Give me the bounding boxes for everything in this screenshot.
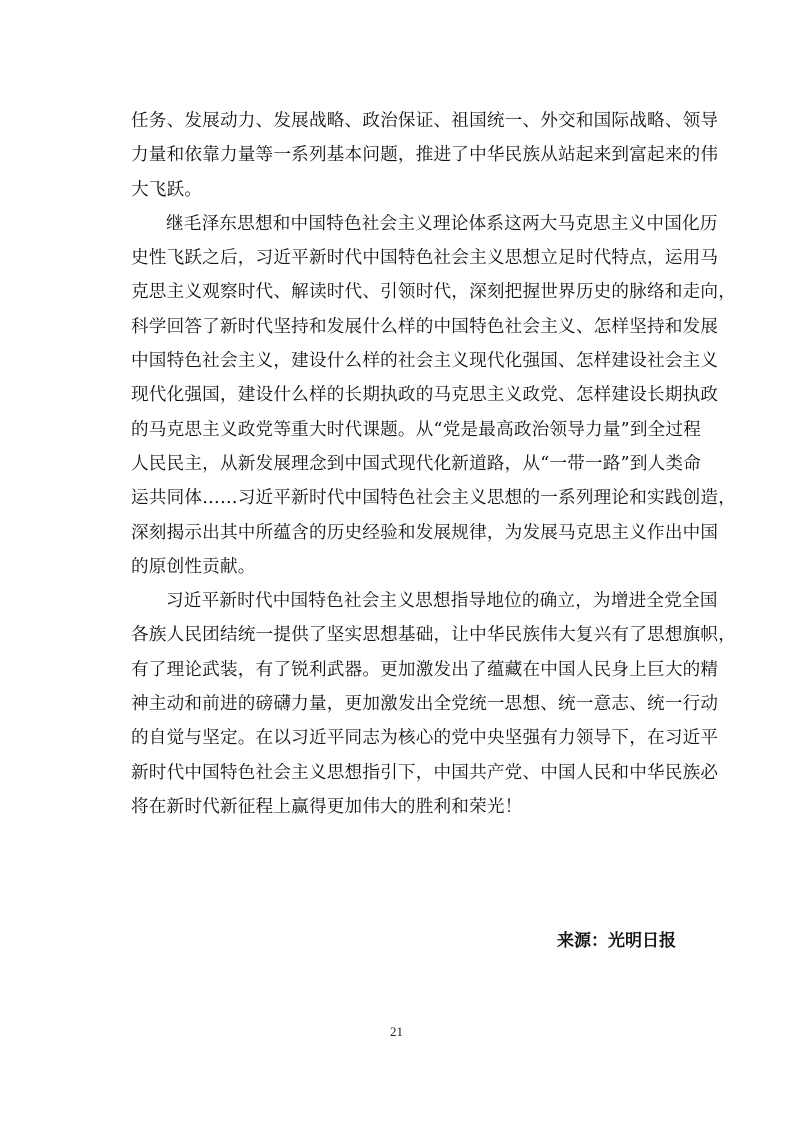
text-line: 习近平新时代中国特色社会主义思想指导地位的确立，为增进全党全国 (166, 591, 718, 612)
paragraph-3 (131, 584, 736, 824)
text-line: 人民民主，从新发展理念到中国式现代化新道路，从“一带一路”到人类命 (131, 453, 701, 474)
text-line: 的自觉与坚定。在以习近平同志为核心的党中央坚强有力领导下，在习近平 (131, 728, 719, 749)
text-line: 运共同体……习近平新时代中国特色社会主义思想的一系列理论和实践创造， (131, 488, 736, 509)
text-line: 的原创性贡献。 (131, 556, 256, 577)
text-line: 任务、发展动力、发展战略、政治保证、祖国统一、外交和国际战略、领导 (131, 111, 719, 131)
text-line: 深刻揭示出其中所蕴含的历史经验和发展规律，为发展马克思主义作出中国 (131, 522, 719, 543)
text-line: 克思主义观察时代、解读时代、引领时代，深刻把握世界历史的脉络和走向， (131, 282, 736, 303)
text-line: 将在新时代新征程上赢得更加伟大的胜利和荣光！ (131, 796, 523, 817)
text-line: 史性飞跃之后，习近平新时代中国特色社会主义思想立足时代特点，运用马 (131, 248, 719, 269)
text-line: 各族人民团结统一提供了坚实思想基础，让中华民族伟大复兴有了思想旗帜， (131, 625, 736, 646)
text-line: 神主动和前进的磅礴力量，更加激发出全党统一思想、统一意志、统一行动 (131, 694, 719, 715)
text-line: 力量和依靠力量等一系列基本问题，推进了中华民族从站起来到富起来的伟 (131, 145, 719, 166)
text-line: 新时代中国特色社会主义思想指引下，中国共产党、中国人民和中华民族必 (131, 762, 719, 783)
text-line: 继毛泽东思想和中国特色社会主义理论体系这两大马克思主义中国化历 (166, 213, 718, 234)
text-line: 的马克思主义政党等重大时代课题。从“党是最高政治领导力量”到全过程 (131, 419, 701, 440)
text-line: 有了理论武装，有了锐利武器。更加激发出了蕴藏在中国人民身上巨大的精 (131, 659, 719, 680)
paragraph-1 (131, 104, 719, 207)
text-line: 现代化强国，建设什么样的长期执政的马克思主义政党、怎样建设长期执政 (131, 385, 719, 406)
paragraph-2 (131, 207, 736, 584)
text-line: 科学回答了新时代坚持和发展什么样的中国特色社会主义、怎样坚持和发展 (131, 316, 719, 337)
text-line: 中国特色社会主义，建设什么样的社会主义现代化强国、怎样建设社会主义 (131, 351, 719, 372)
article-source: 来源：光明日报 (557, 931, 676, 951)
article-body (131, 104, 736, 824)
page-number: 21 (390, 1024, 403, 1039)
text-line: 大飞跃。 (131, 179, 203, 200)
